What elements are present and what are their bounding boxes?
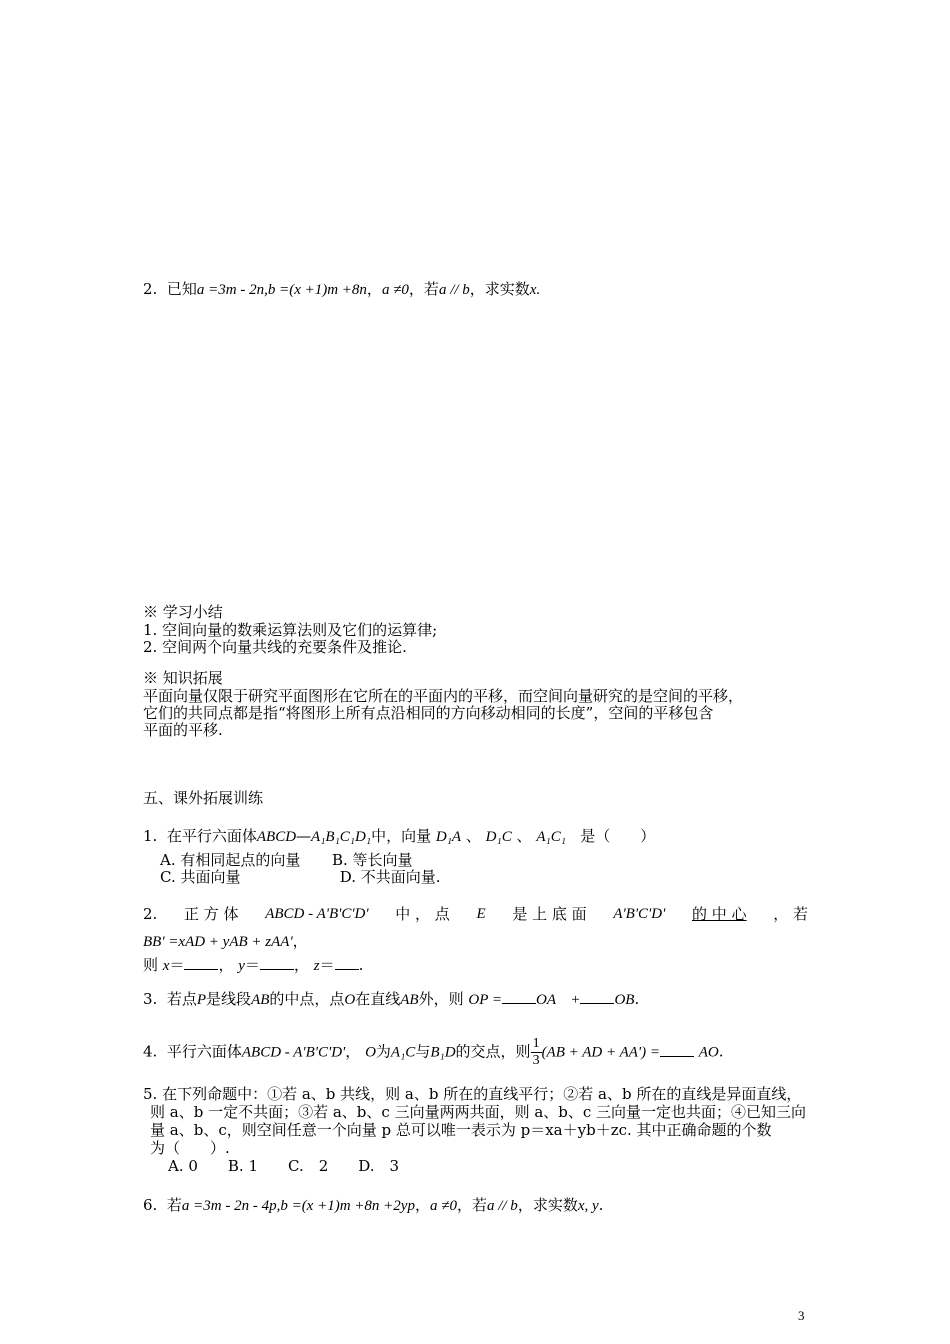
text: 的交点，则: [455, 1042, 531, 1061]
text: .: [634, 990, 640, 1008]
text: 在平行六面体: [166, 827, 257, 845]
answer-blank: [184, 957, 218, 970]
summary-item-1: 1. 空间向量的数乘运算法则及它们的运算律;: [143, 621, 438, 639]
math: O: [365, 1044, 376, 1061]
problem-2-stem: [143, 905, 808, 923]
text: ，若: [456, 1196, 487, 1214]
math: BB' =xAD + yAB + zAA': [143, 934, 293, 950]
problem-1-options-row-1: [160, 851, 413, 869]
text: ，: [414, 1196, 430, 1214]
text: 中 ， 点: [395, 905, 450, 923]
math: ABCD - A'B'C'D': [265, 906, 369, 922]
problem-1-stem: [143, 827, 655, 846]
option-d: D. 不共面向量.: [339, 868, 441, 886]
math: AO: [698, 1044, 719, 1061]
q2-text: ，: [366, 280, 382, 298]
extension-heading: ※ 知识拓展: [143, 669, 223, 687]
problem-3-stem: [143, 990, 639, 1009]
math: A₁B₁C₁D₁: [311, 829, 372, 845]
problem-2-equation: [143, 932, 308, 951]
fraction-one-third: [531, 1036, 542, 1069]
problem-number: 2.: [143, 905, 158, 923]
problem-2-answer: [143, 956, 363, 975]
problem-5-line-2: 则 a、b 一定不共面；③若 a、b、c 三向量两两共面，则 a、b、c 三向量一定也共面；④已知三向: [150, 1103, 807, 1121]
text: 与: [415, 1042, 431, 1061]
text: 为: [375, 1042, 391, 1061]
math: (AB + AD + AA') =: [541, 1044, 660, 1061]
math: OA: [536, 992, 556, 1008]
math: y: [238, 958, 245, 974]
q2-math: x.: [529, 282, 541, 298]
text: —: [296, 827, 312, 845]
vector: D₁A: [435, 829, 462, 845]
answer-blank: [335, 957, 359, 970]
math: x: [162, 958, 170, 974]
text: 平行六面体: [166, 1042, 242, 1061]
fraction-denominator: 3: [532, 1053, 540, 1068]
summary-item-2: 2. 空间两个向量共线的充要条件及推论.: [143, 638, 407, 656]
problem-number: 1.: [143, 827, 158, 845]
vector: D₁C: [485, 829, 512, 845]
answer-blank: [502, 991, 536, 1004]
section-title: 五、课外拓展训练: [143, 789, 264, 807]
text: 、: [465, 827, 481, 845]
problem-5-line-4: 为（ ）.: [150, 1139, 230, 1157]
q2-text: ，若: [408, 280, 439, 298]
q2-math: a ≠0: [381, 282, 409, 298]
extension-line-1: 平面向量仅限于研究平面图形在它所在的平面内的平移，而空间向量研究的是空间的平移，: [143, 687, 744, 705]
text: 中，向量: [371, 827, 432, 845]
extension-line-2: 它们的共同点都是指“将图形上所有点沿相同的方向移动相同的长度”，空间的平移包含: [143, 704, 714, 722]
extension-line-3: 平面的平移.: [143, 721, 223, 739]
text: ，: [293, 956, 309, 974]
math: OP =: [468, 992, 502, 1008]
q2-text: 已知: [166, 280, 197, 298]
math: O: [344, 992, 356, 1008]
problem-number: 6.: [143, 1196, 158, 1214]
q2-line: [143, 280, 540, 299]
math: E: [476, 906, 486, 922]
math: P: [196, 992, 207, 1008]
text: ， 若: [773, 905, 808, 923]
problem-6-stem: [143, 1196, 603, 1215]
answer-blank: [260, 957, 294, 970]
problem-5-options: A. 0 B. 1 C. 2 D. 3: [168, 1157, 400, 1175]
text: ，: [292, 932, 308, 950]
q2-math: a =3m - 2n,b =(x +1)m +8n: [196, 282, 367, 298]
math: AB: [400, 992, 419, 1008]
text: 在直线: [355, 990, 401, 1008]
q2-number: 2.: [143, 280, 158, 298]
text: 若: [166, 1196, 182, 1214]
text: 的中点，点: [269, 990, 345, 1008]
fraction-numerator: 1: [532, 1036, 540, 1051]
q2-text: ，求实数: [469, 280, 530, 298]
text: ＝: [319, 956, 335, 974]
text: 若点: [166, 990, 197, 1008]
option-c: C. 共面向量: [160, 868, 241, 886]
math: OB: [614, 992, 635, 1008]
math: B₁D: [430, 1044, 456, 1061]
summary-heading: ※ 学习小结: [143, 603, 223, 621]
text: ，: [218, 956, 234, 974]
text: .: [718, 1042, 724, 1061]
math: A₁C: [390, 1044, 416, 1061]
text: 是 上 底 面: [512, 905, 587, 923]
text: ＝: [169, 956, 185, 974]
text: 是线段: [206, 990, 252, 1008]
problem-number: 3.: [143, 990, 158, 1008]
text: 外，则: [418, 990, 464, 1008]
math: x, y: [577, 1198, 599, 1214]
option-a: A. 有相同起点的向量: [160, 851, 301, 869]
text: .: [358, 956, 364, 974]
math: a =3m - 2n - 4p,b =(x +1)m +8n +2yp: [181, 1198, 415, 1214]
text: 、: [516, 827, 532, 845]
text: 的 中 心: [691, 905, 747, 923]
vector: A₁C₁: [536, 829, 566, 845]
answer-blank: [580, 991, 614, 1004]
answer-blank: [660, 1044, 694, 1057]
problem-5-line-3: 量 a、b、c，则空间任意一个向量 p 总可以唯一表示为 p＝xa＋yb＋zc. 其中正确命题的个数: [150, 1121, 772, 1139]
math: ABCD - A'B'C'D': [241, 1044, 346, 1061]
page-number: 3: [798, 1308, 805, 1323]
problem-4-stem: [143, 1036, 724, 1069]
math: AB: [251, 992, 270, 1008]
math: ABCD: [256, 829, 297, 845]
math: +: [570, 992, 581, 1008]
text: .: [598, 1196, 604, 1214]
math: z: [313, 958, 320, 974]
problem-5-line-1: 5. 在下列命题中：①若 a、b 共线，则 a、b 所在的直线平行；②若 a、b 所在的直线是异面直线，: [143, 1085, 802, 1103]
math: a ≠0: [429, 1198, 457, 1214]
math: A'B'C'D': [613, 906, 666, 922]
q2-math: a // b: [438, 282, 470, 298]
text: 则: [143, 956, 159, 974]
text: ＝: [244, 956, 260, 974]
problem-1-options-row-2: [160, 868, 441, 886]
text: ，: [345, 1042, 361, 1061]
text: 是（ ）: [580, 827, 656, 845]
math: a // b: [486, 1198, 518, 1214]
problem-number: 4.: [143, 1042, 158, 1061]
option-b: B. 等长向量: [331, 851, 413, 869]
text: 正 方 体: [183, 905, 239, 923]
text: ，求实数: [517, 1196, 578, 1214]
